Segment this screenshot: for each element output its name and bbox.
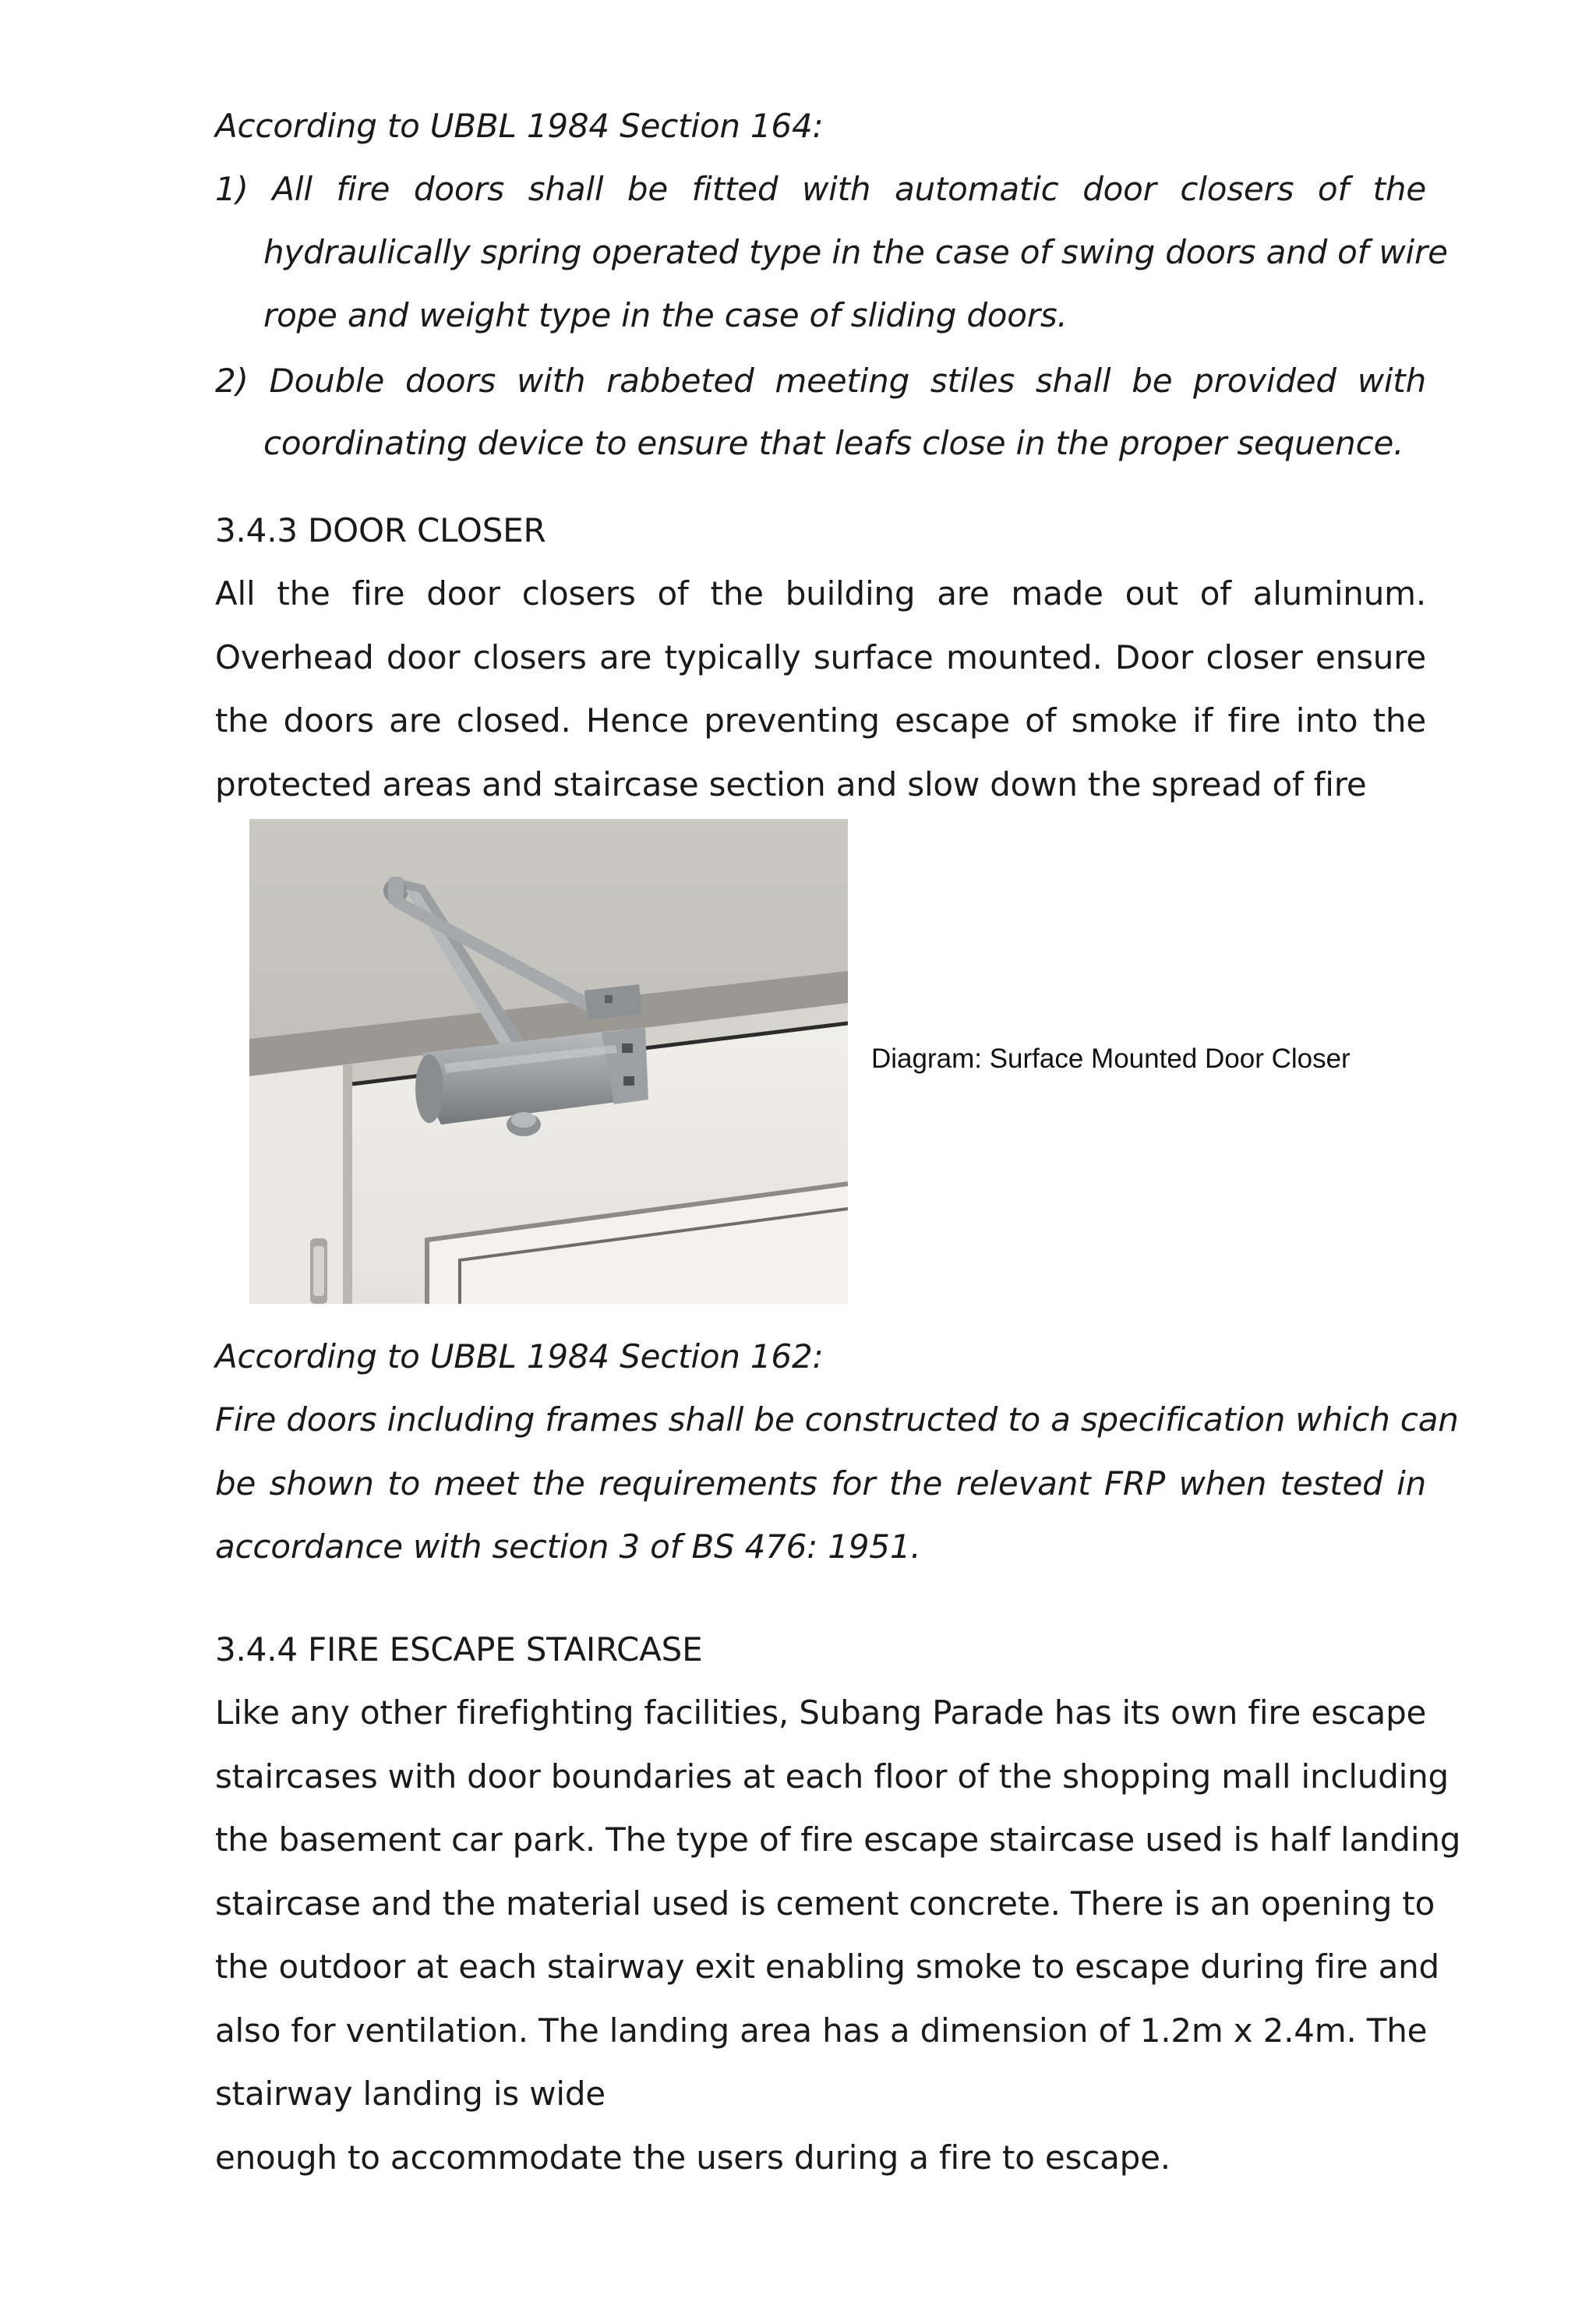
fire-escape-heading: 3.4.4 FIRE ESCAPE STAIRCASE (215, 1630, 703, 1669)
section-162-paragraph-line: Fire doors including frames shall be constructed to a specification which can (215, 1400, 1459, 1439)
door-closer-heading: 3.4.3 DOOR CLOSER (215, 511, 546, 549)
fire-escape-paragraph-line: the outdoor at each stairway exit enabling smoke to escape during fire and (215, 1948, 1439, 1986)
fire-escape-paragraph-line: Like any other firefighting facilities, Subang Parade has its own fire escape (215, 1693, 1427, 1732)
door-closer-photo (249, 819, 848, 1304)
door-closer-paragraph-line: All the fire door closers of the building are made out of aluminum. (215, 574, 1426, 613)
photo-caption: Diagram: Surface Mounted Door Closer (871, 1044, 1351, 1074)
fire-escape-paragraph-line: staircase and the material used is cement concrete. There is an opening to (215, 1884, 1435, 1923)
fire-escape-paragraph-line: staircases with door boundaries at each floor of the shopping mall including (215, 1757, 1449, 1796)
section-164-item-1-line: hydraulically spring operated type in the case of swing doors and of wire (263, 233, 1448, 271)
fire-escape-paragraph-line: enough to accommodate the users during a fire to escape. (215, 2138, 1171, 2177)
section-164-item-1-line: 1) All fire doors shall be fitted with automatic door closers of the (215, 170, 1426, 208)
section-164-item-1-line: rope and weight type in the case of sliding doors. (263, 296, 1068, 334)
section-162-heading: According to UBBL 1984 Section 162: (215, 1337, 824, 1375)
fire-escape-paragraph-line: the basement car park. The type of fire escape staircase used is half landing (215, 1820, 1461, 1859)
door-closer-paragraph-line: protected areas and staircase section and slow down the spread of fire (215, 765, 1367, 803)
section-162-paragraph-line: be shown to meet the requirements for the relevant FRP when tested in (215, 1464, 1426, 1503)
fire-escape-paragraph-line: also for ventilation. The landing area has a dimension of 1.2m x 2.4m. The (215, 2011, 1428, 2050)
fire-escape-paragraph-line: stairway landing is wide (215, 2075, 606, 2113)
section-164-heading: According to UBBL 1984 Section 164: (215, 107, 824, 145)
door-closer-paragraph-line: the doors are closed. Hence preventing escape of smoke if fire into the (215, 701, 1426, 740)
section-162-paragraph-line: accordance with section 3 of BS 476: 1951. (215, 1527, 921, 1566)
section-164-item-2-line: 2) Double doors with rabbeted meeting stiles shall be provided with (215, 362, 1426, 400)
section-164-item-2-line: coordinating device to ensure that leafs close in the proper sequence. (263, 424, 1404, 462)
door-closer-paragraph-line: Overhead door closers are typically surface mounted. Door closer ensure (215, 638, 1426, 676)
